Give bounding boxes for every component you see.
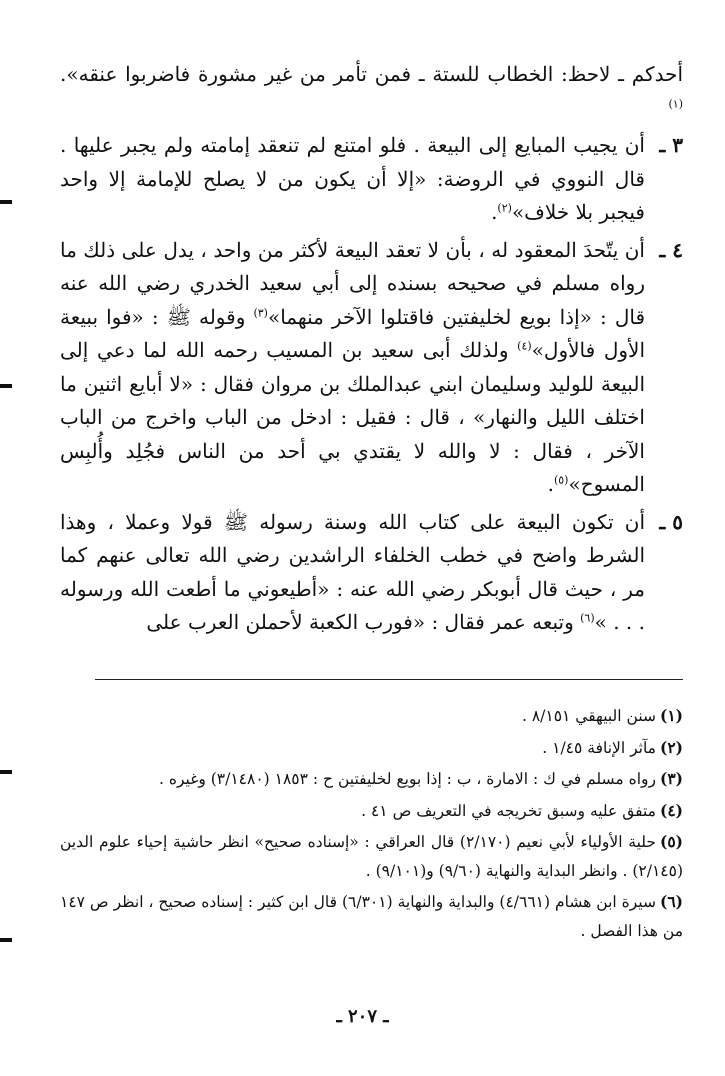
footnote-text: مآثر الإنافة ١/٤٥ . bbox=[542, 738, 656, 757]
item-text: ولذلك أبى سعيد بن المسيب رحمه الله لما دعي إلى البيعة للوليد وسليمان ابني عبدالملك بن مروان فقال : «لا أبايع اثنين ما اختلف الليل والنهار» ، قال : فقيل : ادخل من الباب واخرج من الباب الآخر ، فقال : لا والله لا يقتدي بي أحد من الناس فجُلِد وأُلبِس المسوح» bbox=[60, 338, 645, 496]
footnote-text: حلية الأولياء لأبي نعيم (٢/١٧٠) قال العراقي : «إسناده صحيح» انظر حاشية إحياء علوم الدين (٢/١٤٥) . وانظر البداية والنهاية (٩/٦٠) و(٩/١٠١) . bbox=[60, 833, 683, 880]
margin-tick bbox=[0, 200, 12, 204]
item-number: ٥ ـ bbox=[659, 509, 683, 534]
footnote-ref: (٥) bbox=[553, 473, 569, 487]
item-text: وتبعه عمر فقال : «فورب الكعبة لأحملن العرب على bbox=[146, 610, 581, 634]
footnote-number: (٦) bbox=[659, 892, 683, 911]
footnote-ref: (٣) bbox=[253, 305, 268, 319]
footnote-text: سيرة ابن هشام (٤/٦٦١) والبداية والنهاية (٦/٣٠١) قال ابن كثير : إسناده صحيح ، انظر ص ١٤٧ من هذا الفصل . bbox=[60, 893, 683, 940]
footnote-ref: (١) bbox=[668, 96, 683, 110]
footnote-ref: (٦) bbox=[580, 611, 595, 625]
item-text: أن يتّحدَ المعقود له ، بأن لا تعقد البيعة لأكثر من واحد ، يدل على ذلك ما رواه مسلم في صحيحه بسنده إلى أبي سعيد الخدري رضي الله عنه قال : «إذا بويع لخليفتين فاقتلوا الآخر منهما» bbox=[60, 237, 645, 329]
margin-tick bbox=[0, 938, 12, 942]
footnote-number: (٤) bbox=[659, 800, 683, 820]
footnote-number: (٥) bbox=[659, 832, 683, 851]
item-text: . bbox=[547, 472, 554, 496]
item-text: . bbox=[491, 200, 498, 224]
footnote-text: سنن البيهقي ٨/١٥١ . bbox=[521, 707, 656, 725]
item-text: أن يجيب المبايع إلى البيعة . فلو امتنع لم تنعقد إمامته ولم يجبر عليها . قال النووي في الروضة: «إلا أن يكون من لا يصلح للإمامة إلا واحد فيجبر بلا خلاف» bbox=[60, 133, 645, 224]
footnote-text: رواه مسلم في ك : الامارة ، ب : إذا بويع لخليفتين ح : ١٨٥٣ (٣/١٤٨٠) وغيره . bbox=[159, 770, 656, 788]
margin-tick bbox=[0, 770, 12, 774]
footnote bbox=[60, 828, 683, 885]
footnote-ref: (٤) bbox=[517, 339, 532, 353]
item-text: وقوله ﷺ : «فوا ببيعة الأول فالأول» bbox=[60, 304, 646, 362]
item-text: أن تكون البيعة على كتاب الله وسنة رسوله ﷺ قولا وعملا ، وهذا الشرط واضح في خطب الخلفاء الراشدين رضي الله تعالى عنهم كما مر ، حيث قال أبوبكر رضي الله عنه : «أطيعوني ما أطعت الله ورسوله . . . » bbox=[60, 509, 645, 634]
page-number: ـ ٢٠٧ ـ bbox=[336, 1006, 389, 1027]
item-number: ٣ ـ bbox=[659, 133, 683, 157]
footnote-number: (١) bbox=[659, 706, 683, 725]
footnote-text: متفق عليه وسبق تخريجه في التعريف ص ٤١ . bbox=[361, 801, 656, 820]
margin-tick bbox=[0, 384, 12, 388]
footnote-number: (٢) bbox=[659, 737, 683, 757]
main-text bbox=[60, 58, 683, 640]
item-number: ٤ ـ bbox=[659, 237, 683, 262]
item-4 bbox=[60, 234, 683, 502]
item-3 bbox=[60, 129, 683, 230]
item-5 bbox=[60, 506, 683, 640]
footnote bbox=[60, 765, 683, 794]
footnote-ref: (٢) bbox=[497, 201, 512, 215]
footnote-separator bbox=[95, 679, 683, 680]
footnote bbox=[60, 797, 683, 826]
footnote bbox=[60, 702, 683, 731]
footnote bbox=[60, 734, 683, 763]
footnotes bbox=[60, 702, 683, 948]
footnote bbox=[60, 888, 683, 945]
intro-text: أحدكم ـ لاحظ: الخطاب للستة ـ فمن تأمر من غير مشورة فاضربوا عنقه». bbox=[60, 62, 683, 86]
intro-paragraph bbox=[60, 58, 683, 125]
footnote-number: (٣) bbox=[659, 769, 683, 788]
